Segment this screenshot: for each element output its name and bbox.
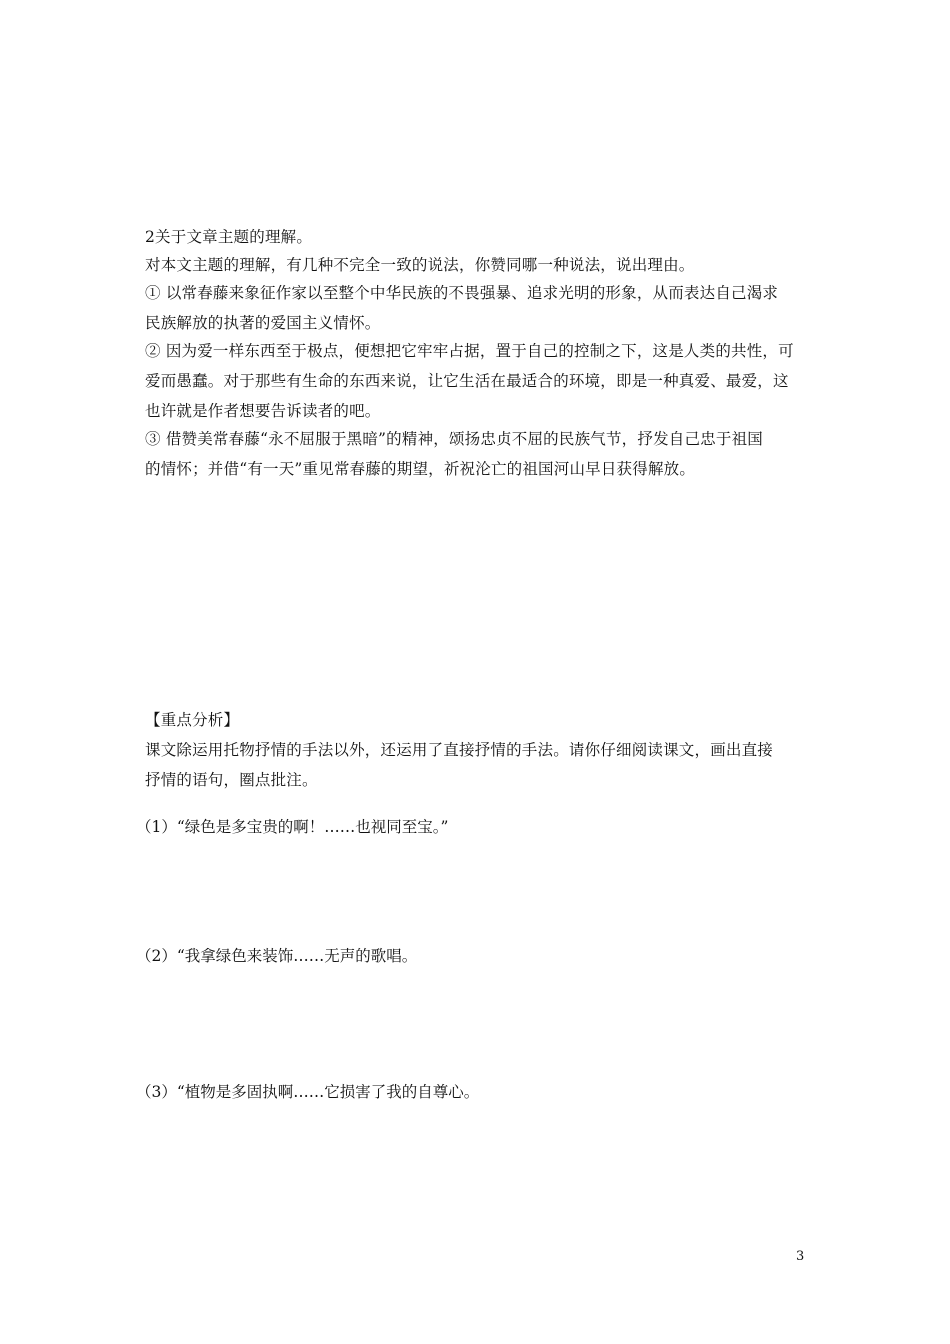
theme-prompt: 对本文主题的理解，有几种不完全一致的说法，你赞同哪一种说法，说出理由。 bbox=[145, 256, 695, 274]
theme-question-section bbox=[145, 227, 810, 489]
key-analysis-section bbox=[145, 710, 810, 800]
theme-heading: 2关于文章主题的理解。 bbox=[145, 228, 313, 246]
analysis-prompt-line-1: 课文除运用托物抒情的手法以外，还运用了直接抒情的手法。请你仔细阅读课文，画出直接 bbox=[145, 741, 774, 759]
analysis-item-2: （2）“我拿绿色来装饰……无声的歌唱。 bbox=[136, 947, 418, 965]
theme-option-2-line-1: ② 因为爱一样东西至于极点，便想把它牢牢占据，置于自己的控制之下，这是人类的共性，可 bbox=[145, 342, 794, 360]
theme-option-2-line-2: 爱而愚蠢。对于那些有生命的东西来说，让它生活在最适合的环境，即是一种真爱、最爱，这 bbox=[145, 372, 789, 390]
theme-option-3-line-1: ③ 借赞美常春藤“永不屈服于黑暗”的精神，颂扬忠贞不屈的民族气节，抒发自己忠于祖国 bbox=[145, 430, 763, 448]
analysis-prompt-line-2: 抒情的语句，圈点批注。 bbox=[145, 771, 318, 789]
theme-option-1-line-1: ① 以常春藤来象征作家以至整个中华民族的不畏强暴、追求光明的形象，从而表达自己渴求 bbox=[145, 284, 779, 302]
analysis-item-1: （1）“绿色是多宝贵的啊！……也视同至宝。” bbox=[136, 818, 449, 836]
analysis-item-3: （3）“植物是多固执啊……它损害了我的自尊心。 bbox=[136, 1083, 480, 1101]
analysis-heading: 【重点分析】 bbox=[145, 711, 240, 729]
theme-option-2-line-3: 也许就是作者想要告诉读者的吧。 bbox=[145, 402, 381, 420]
theme-option-3-line-2: 的情怀；并借“有一天”重见常春藤的期望，祈祝沦亡的祖国河山早日获得解放。 bbox=[145, 460, 696, 478]
theme-option-1-line-2: 民族解放的执著的爱国主义情怀。 bbox=[145, 314, 381, 332]
page-number: 3 bbox=[796, 1249, 805, 1264]
